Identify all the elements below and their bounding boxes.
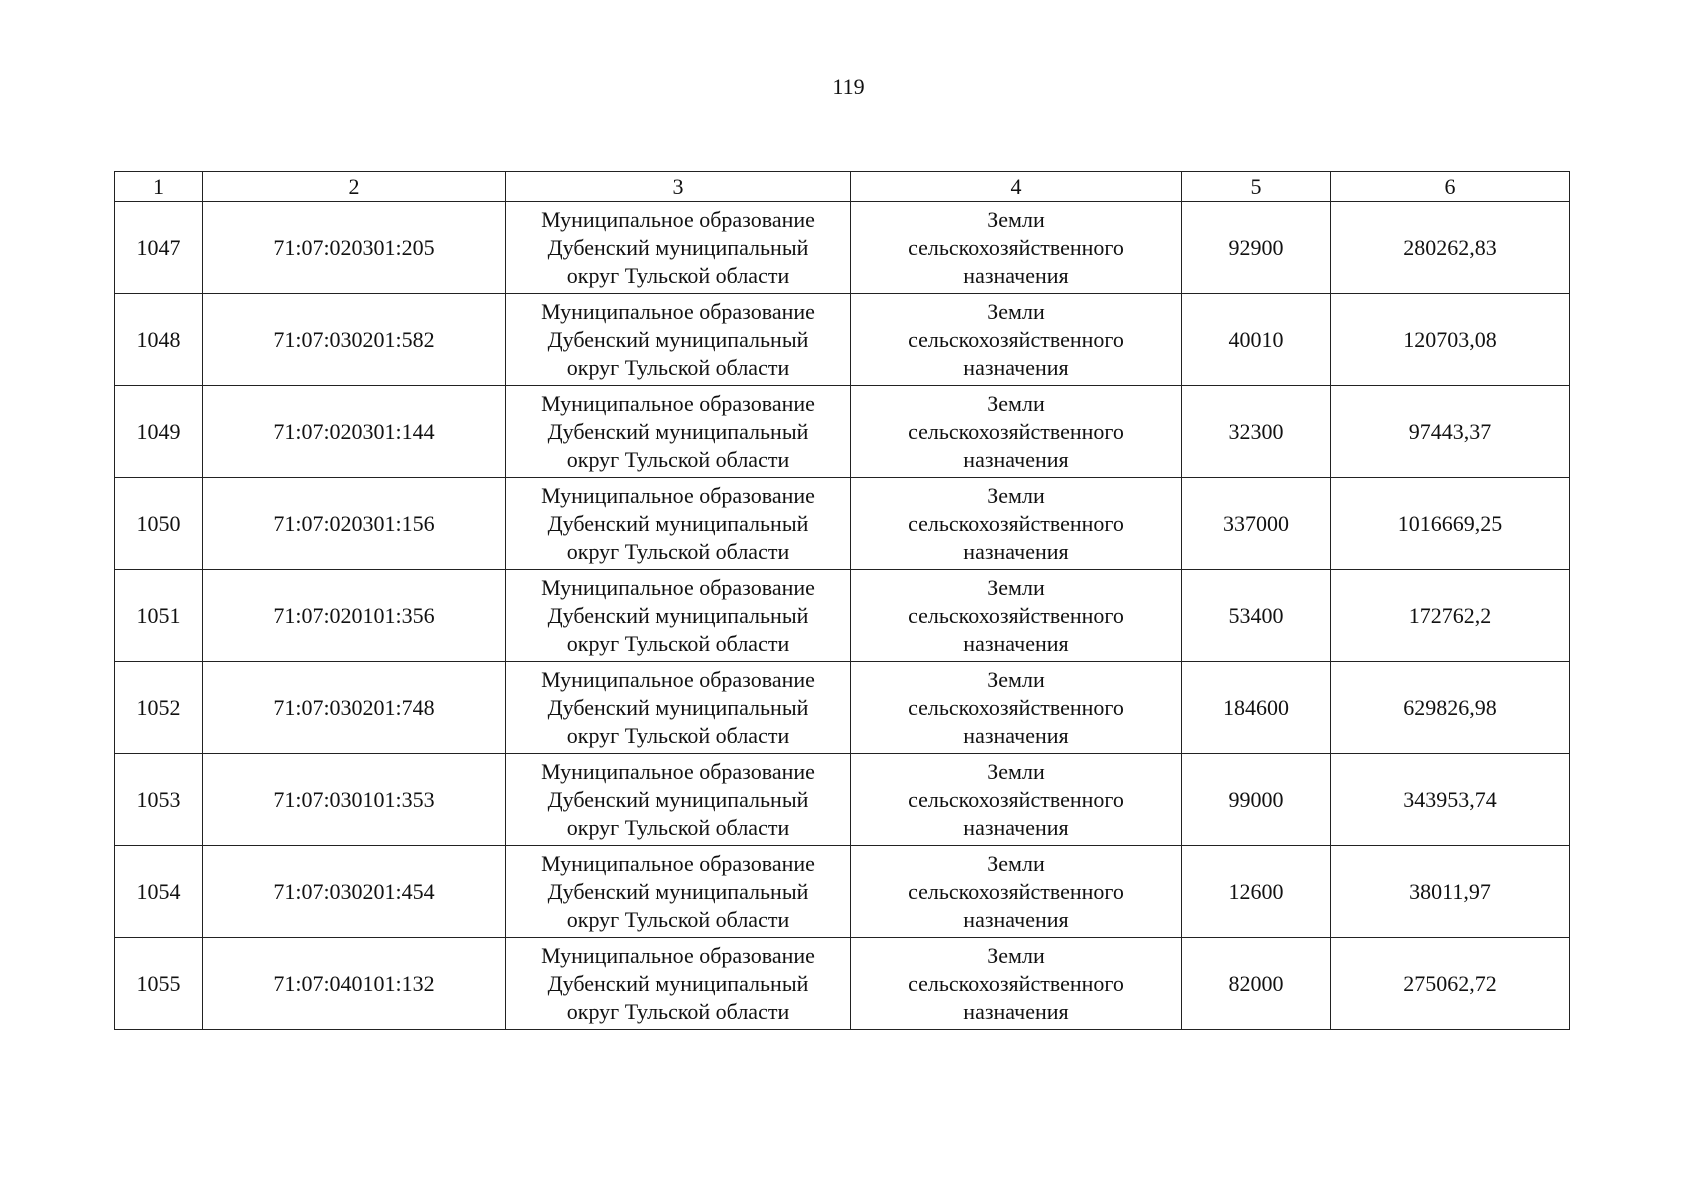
- land-category-cell-line: Земли: [987, 298, 1045, 324]
- land-registry-table: [114, 171, 1570, 1030]
- table-row: [115, 478, 1570, 570]
- owner-cell-line: Дубенский муниципальный: [547, 418, 809, 444]
- land-category-cell-line: назначения: [963, 630, 1069, 656]
- owner-cell-line: округ Тульской области: [566, 630, 790, 656]
- cadastral-number-cell: 71:07:030101:353: [203, 754, 506, 846]
- row-number-cell: 1051: [115, 570, 203, 662]
- owner-cell-line: Дубенский муниципальный: [547, 970, 809, 996]
- owner-cell-line: Муниципальное образование: [541, 942, 815, 968]
- land-category-cell-line: Земли: [987, 758, 1045, 784]
- owner-cell-line: Муниципальное образование: [541, 574, 815, 600]
- column-header-6: 6: [1331, 172, 1570, 202]
- owner-cell-line: Дубенский муниципальный: [547, 510, 809, 536]
- column-header-3: 3: [506, 172, 851, 202]
- land-category-cell-line: назначения: [963, 998, 1069, 1024]
- owner-cell-line: Муниципальное образование: [541, 666, 815, 692]
- value-cell: 120703,08: [1331, 294, 1570, 386]
- owner-cell-line: Муниципальное образование: [541, 758, 815, 784]
- land-category-cell-line: Земли: [987, 850, 1045, 876]
- land-category-cell: [851, 662, 1182, 754]
- table-header: [115, 172, 1570, 202]
- land-category-cell: [851, 202, 1182, 294]
- value-cell: 275062,72: [1331, 938, 1570, 1030]
- owner-cell-line: Муниципальное образование: [541, 298, 815, 324]
- page-number: 119: [832, 74, 865, 99]
- land-category-cell-line: назначения: [963, 262, 1069, 288]
- land-category-cell: [851, 754, 1182, 846]
- table-row: [115, 386, 1570, 478]
- cadastral-number-cell: 71:07:030201:748: [203, 662, 506, 754]
- land-category-cell-line: Земли: [987, 482, 1045, 508]
- row-number-cell: 1048: [115, 294, 203, 386]
- owner-cell: [506, 478, 851, 570]
- cadastral-number-cell: 71:07:040101:132: [203, 938, 506, 1030]
- row-number-cell: 1055: [115, 938, 203, 1030]
- table-row: [115, 754, 1570, 846]
- cadastral-number-cell: 71:07:020101:356: [203, 570, 506, 662]
- owner-cell-line: округ Тульской области: [566, 814, 790, 840]
- land-category-cell: [851, 294, 1182, 386]
- cadastral-number-cell: 71:07:030201:454: [203, 846, 506, 938]
- owner-cell-line: округ Тульской области: [566, 354, 790, 380]
- owner-cell-line: округ Тульской области: [566, 262, 790, 288]
- area-cell: 99000: [1182, 754, 1331, 846]
- value-cell: 172762,2: [1331, 570, 1570, 662]
- land-category-cell-line: сельскохозяйственного: [908, 878, 1124, 904]
- owner-cell-line: округ Тульской области: [566, 538, 790, 564]
- land-category-cell: [851, 938, 1182, 1030]
- land-category-cell-line: сельскохозяйственного: [908, 234, 1124, 260]
- row-number-cell: 1054: [115, 846, 203, 938]
- owner-cell-line: Дубенский муниципальный: [547, 786, 809, 812]
- owner-cell-line: Муниципальное образование: [541, 390, 815, 416]
- owner-cell-line: округ Тульской области: [566, 446, 790, 472]
- value-cell: 97443,37: [1331, 386, 1570, 478]
- cadastral-number-cell: 71:07:020301:205: [203, 202, 506, 294]
- column-header-5: 5: [1182, 172, 1331, 202]
- column-header-2: 2: [203, 172, 506, 202]
- table-row: [115, 570, 1570, 662]
- owner-cell-line: Дубенский муниципальный: [547, 694, 809, 720]
- land-category-cell: [851, 386, 1182, 478]
- land-category-cell-line: Земли: [987, 942, 1045, 968]
- row-number-cell: 1052: [115, 662, 203, 754]
- row-number-cell: 1049: [115, 386, 203, 478]
- land-category-cell-line: назначения: [963, 354, 1069, 380]
- land-category-cell-line: сельскохозяйственного: [908, 602, 1124, 628]
- owner-cell-line: Муниципальное образование: [541, 850, 815, 876]
- owner-cell-line: Дубенский муниципальный: [547, 602, 809, 628]
- owner-cell-line: Дубенский муниципальный: [547, 234, 809, 260]
- table-row: [115, 846, 1570, 938]
- cadastral-number-cell: 71:07:020301:144: [203, 386, 506, 478]
- area-cell: 184600: [1182, 662, 1331, 754]
- cadastral-number-cell: 71:07:020301:156: [203, 478, 506, 570]
- owner-cell-line: округ Тульской области: [566, 998, 790, 1024]
- land-category-cell-line: сельскохозяйственного: [908, 326, 1124, 352]
- value-cell: 1016669,25: [1331, 478, 1570, 570]
- land-category-cell-line: сельскохозяйственного: [908, 418, 1124, 444]
- land-category-cell-line: Земли: [987, 206, 1045, 232]
- row-number-cell: 1053: [115, 754, 203, 846]
- row-number-cell: 1050: [115, 478, 203, 570]
- land-category-cell-line: сельскохозяйственного: [908, 694, 1124, 720]
- area-cell: 337000: [1182, 478, 1331, 570]
- owner-cell-line: Дубенский муниципальный: [547, 326, 809, 352]
- land-category-cell-line: Земли: [987, 574, 1045, 600]
- area-cell: 92900: [1182, 202, 1331, 294]
- value-cell: 280262,83: [1331, 202, 1570, 294]
- table-row: [115, 662, 1570, 754]
- area-cell: 40010: [1182, 294, 1331, 386]
- land-category-cell-line: назначения: [963, 446, 1069, 472]
- owner-cell: [506, 202, 851, 294]
- area-cell: 82000: [1182, 938, 1331, 1030]
- owner-cell-line: округ Тульской области: [566, 906, 790, 932]
- owner-cell: [506, 662, 851, 754]
- land-category-cell-line: Земли: [987, 666, 1045, 692]
- owner-cell: [506, 846, 851, 938]
- area-cell: 32300: [1182, 386, 1331, 478]
- owner-cell: [506, 570, 851, 662]
- owner-cell-line: округ Тульской области: [566, 722, 790, 748]
- land-category-cell-line: сельскохозяйственного: [908, 510, 1124, 536]
- owner-cell: [506, 386, 851, 478]
- land-category-cell-line: назначения: [963, 814, 1069, 840]
- cadastral-number-cell: 71:07:030201:582: [203, 294, 506, 386]
- land-category-cell-line: Земли: [987, 390, 1045, 416]
- land-category-cell-line: назначения: [963, 906, 1069, 932]
- row-number-cell: 1047: [115, 202, 203, 294]
- table-row: [115, 294, 1570, 386]
- land-category-cell: [851, 478, 1182, 570]
- owner-cell: [506, 938, 851, 1030]
- land-category-cell-line: назначения: [963, 722, 1069, 748]
- land-category-cell-line: назначения: [963, 538, 1069, 564]
- owner-cell: [506, 294, 851, 386]
- area-cell: 53400: [1182, 570, 1331, 662]
- land-category-cell: [851, 570, 1182, 662]
- table-row: [115, 202, 1570, 294]
- table-body: [115, 202, 1570, 1030]
- land-category-cell: [851, 846, 1182, 938]
- owner-cell: [506, 754, 851, 846]
- owner-cell-line: Дубенский муниципальный: [547, 878, 809, 904]
- land-category-cell-line: сельскохозяйственного: [908, 970, 1124, 996]
- table-row: [115, 938, 1570, 1030]
- area-cell: 12600: [1182, 846, 1331, 938]
- owner-cell-line: Муниципальное образование: [541, 206, 815, 232]
- value-cell: 343953,74: [1331, 754, 1570, 846]
- value-cell: 38011,97: [1331, 846, 1570, 938]
- owner-cell-line: Муниципальное образование: [541, 482, 815, 508]
- column-header-1: 1: [115, 172, 203, 202]
- value-cell: 629826,98: [1331, 662, 1570, 754]
- column-header-4: 4: [851, 172, 1182, 202]
- header-row: [115, 172, 1570, 202]
- land-category-cell-line: сельскохозяйственного: [908, 786, 1124, 812]
